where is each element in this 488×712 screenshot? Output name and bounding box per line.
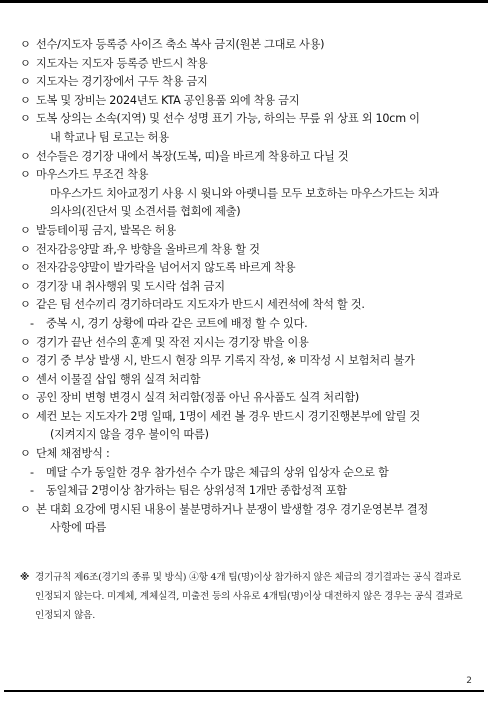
bullet-marker: ㅇ xyxy=(20,112,31,126)
rule-continuation xyxy=(20,129,474,148)
rule-item xyxy=(20,241,474,260)
dash-marker: - xyxy=(30,465,34,479)
rule-item xyxy=(20,92,474,111)
bullet-marker: ㅇ xyxy=(20,502,31,516)
rule-text: 중복 시, 경기 상황에 따라 같은 코트에 배정 할 수 있다. xyxy=(46,316,308,330)
bullet-marker: ㅇ xyxy=(20,223,31,237)
rule-text: 같은 팀 선수끼리 경기하더라도 지도자가 반드시 세컨석에 착석 할 것. xyxy=(36,298,365,312)
bullet-marker: ㅇ xyxy=(20,391,31,405)
bullet-marker: ㅇ xyxy=(20,354,31,368)
bullet-marker: ㅇ xyxy=(20,447,31,461)
bullet-marker: ㅇ xyxy=(20,75,31,89)
bullet-marker: ㅇ xyxy=(20,409,31,423)
rule-text: (지켜지지 않을 경우 불이익 따름) xyxy=(50,428,209,442)
rule-text: 선수/지도자 등록증 사이즈 축소 복사 금지(원본 그대로 사용) xyxy=(36,38,325,51)
bullet-marker: ㅇ xyxy=(20,279,31,293)
bullet-marker: ㅇ xyxy=(20,261,31,275)
rule-text: 지도자는 경기장에서 구두 착용 금지 xyxy=(36,75,208,89)
rule-subitem xyxy=(20,482,474,501)
rule-item xyxy=(20,389,474,408)
rule-text: 메달 수가 동일한 경우 참가선수 수가 많은 체급의 상위 입상자 순으로 함 xyxy=(46,465,389,479)
footnote xyxy=(20,568,472,625)
rules-list xyxy=(20,36,474,538)
rule-item xyxy=(20,73,474,92)
rule-text: 경기 중 부상 발생 시, 반드시 현장 의무 기록지 작성, ※ 미작성 시 보험처리 불가 xyxy=(36,354,415,368)
rule-text: 경기장 내 취사행위 및 도시락 섭취 금지 xyxy=(36,279,225,293)
dash-marker: - xyxy=(30,316,34,330)
rule-item xyxy=(20,55,474,74)
bullet-marker: ㅇ xyxy=(20,93,31,107)
rule-text: 내 학교나 팀 로고는 허용 xyxy=(50,130,169,144)
rule-item xyxy=(20,36,474,55)
rule-item xyxy=(20,352,474,371)
rule-text: 공인 장비 변형 변경시 실격 처리함(정품 아닌 유사품도 실격 처리함) xyxy=(36,391,360,405)
rule-text: 센서 이물질 삽입 행위 실격 처리함 xyxy=(36,372,201,386)
rule-subitem xyxy=(20,464,474,483)
rule-text: 의사의(진단서 및 소견서를 협회에 제출) xyxy=(50,205,241,219)
rule-item xyxy=(20,259,474,278)
rule-item xyxy=(20,334,474,353)
rule-text: 단체 채점방식 : xyxy=(36,447,110,461)
rule-text: 마우스가드 무조건 착용 xyxy=(36,168,149,182)
rule-continuation xyxy=(20,426,474,445)
bullet-marker: ㅇ xyxy=(20,372,31,386)
rule-continuation xyxy=(20,185,474,204)
rule-text: 사항에 따름 xyxy=(50,521,107,535)
rule-continuation xyxy=(20,203,474,222)
note-mark: ※ xyxy=(20,572,30,583)
rule-item xyxy=(20,501,474,520)
dash-marker: - xyxy=(30,484,34,498)
bottom-rule xyxy=(4,690,484,692)
rule-subitem xyxy=(20,315,474,334)
rule-item xyxy=(20,110,474,129)
bullet-marker: ㅇ xyxy=(20,56,31,70)
rule-text: 동일체급 2명이상 참가하는 팀은 상위성적 1개만 종합성적 포함 xyxy=(46,484,347,498)
rule-text: 발등테이핑 금지, 발목은 허용 xyxy=(36,223,176,237)
rule-text: 선수들은 경기장 내에서 복장(도복, 띠)을 바르게 착용하고 다닐 것 xyxy=(36,149,349,163)
rule-item xyxy=(20,371,474,390)
bullet-marker: ㅇ xyxy=(20,242,31,256)
rule-text: 전자감응양말 좌,우 방향을 올바르게 착용 할 것 xyxy=(36,242,260,256)
rule-item xyxy=(20,296,474,315)
rule-continuation xyxy=(20,519,474,538)
rule-item xyxy=(20,278,474,297)
bullet-marker: ㅇ xyxy=(20,149,31,163)
rule-item xyxy=(20,148,474,167)
rule-text: 지도자는 지도자 등록증 반드시 착용 xyxy=(36,56,208,70)
rule-text: 마우스가드 치아교정기 사용 시 윗니와 아랫니를 모두 보호하는 마우스가드는 치과 xyxy=(50,186,439,200)
bullet-marker: ㅇ xyxy=(20,38,31,51)
rule-text: 전자감응양말이 발가락을 넘어서지 않도록 바르게 착용 xyxy=(36,261,296,275)
rule-item xyxy=(20,445,474,464)
rule-text: 도복 상의는 소속(지역) 및 선수 성명 표기 가능, 하의는 무릎 위 상표 외 10cm 이 xyxy=(36,112,420,126)
bullet-marker: ㅇ xyxy=(20,335,31,349)
rule-item xyxy=(20,222,474,241)
footnote-text: 경기규칙 제6조(경기의 종류 및 방식) ④항 4개 팀(명)이상 참가하지 않은 체급의 경기결과는 공식 결과로 인정되지 않는다. 미계체, 계체실격, 미출전 등의 사유로 4개팀(명)이상 대전하지 않은 경우는 공식 결과로 인정되지 않음. xyxy=(35,572,463,621)
page-number: 2 xyxy=(466,676,472,686)
rule-text: 세컨 보는 지도자가 2명 일때, 1명이 세컨 볼 경우 반드시 경기진행본부에 알릴 것 xyxy=(36,409,420,423)
rule-text: 본 대회 요강에 명시된 내용이 불분명하거나 분쟁이 발생할 경우 경기운영본부 결정 xyxy=(36,502,429,516)
top-rule xyxy=(0,0,488,3)
bullet-marker: ㅇ xyxy=(20,298,31,312)
bullet-marker: ㅇ xyxy=(20,168,31,182)
rule-item xyxy=(20,408,474,427)
rule-text: 경기가 끝난 선수의 훈계 및 작전 지시는 경기장 밖을 이용 xyxy=(36,335,309,349)
rule-item xyxy=(20,166,474,185)
rule-text: 도복 및 장비는 2024년도 KTA 공인용품 외에 착용 금지 xyxy=(36,93,300,107)
